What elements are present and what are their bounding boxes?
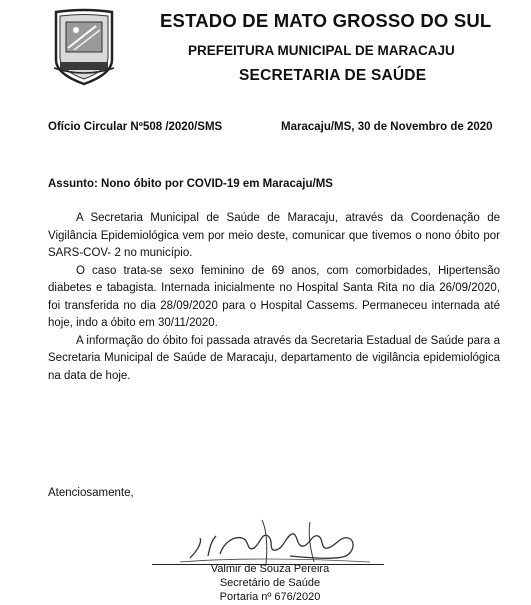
signatory-ordinance: Portaria nº 676/2020 — [219, 591, 321, 603]
signatory-name: Valmir de Souza Pereira — [210, 563, 330, 575]
paragraph: A Secretaria Municipal de Saúde de Maracaju, através da Coordenação de Vigilância Epidemiológica vem por meio deste, comunicar que tivemos o nono óbito por SARS-COV- 2 no município. — [48, 212, 500, 259]
signature-block — [150, 562, 390, 604]
closing: Atenciosamente, — [48, 487, 134, 499]
letterhead-city: PREFEITURA MUNICIPAL DE MARACAJU — [188, 43, 455, 58]
coat-of-arms-icon — [50, 8, 118, 88]
subject-line: Assunto: Nono óbito por COVID-19 em Maracaju/MS — [48, 178, 333, 190]
paragraph: O caso trata-se sexo feminino de 69 anos, com comorbidades, Hipertensão diabetes e tabagista. Internada inicialmente no Hospital Santa Rita no dia 26/09/2020, foi transferida no dia 28/09/2020 para o Hospital Cassems. Permaneceu internada até hoje, indo a óbito em 30/11/2020. — [48, 264, 500, 329]
handwritten-signature — [150, 508, 390, 570]
document-reference: Ofício Circular Nº508 /2020/SMS — [48, 121, 223, 133]
letterhead-state: ESTADO DE MATO GROSSO DO SUL — [160, 10, 492, 31]
letter-body — [48, 210, 500, 385]
place-date: Maracaju/MS, 30 de Novembro de 2020 — [281, 121, 493, 133]
paragraph: A informação do óbito foi passada através da Secretaria Estadual de Saúde para a Secretaria Municipal de Saúde de Maracaju, departamento de vigilância epidemiológica na data de hoje. — [48, 334, 500, 382]
signatory-title: Secretário de Saúde — [219, 577, 321, 589]
letterhead-department: SECRETARIA DE SAÚDE — [239, 67, 427, 84]
